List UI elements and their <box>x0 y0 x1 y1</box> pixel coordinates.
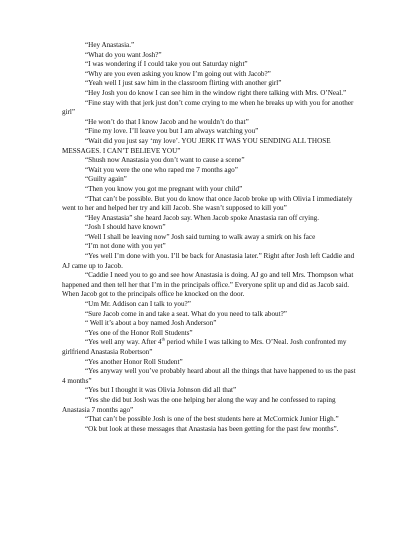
paragraph: “Wait you were the one who raped me 7 months ago” <box>85 165 238 174</box>
paragraph-with-superscript <box>62 338 358 357</box>
paragraph: “I’m not done with you yet” <box>85 242 166 251</box>
paragraph: “Yes but I thought it was Olivia Johnson did all that” <box>85 386 237 395</box>
paragraph: “Yeah well I just saw him in the classroom flirting with another girl” <box>85 79 282 88</box>
paragraph: “Fine my love. I’ll leave you but I am always watching you” <box>85 127 259 136</box>
ordinal-superscript: th <box>161 337 166 343</box>
paragraph: “Then you know you got me pregnant with your child” <box>85 184 243 193</box>
paragraph: “Um Mr. Addison can I talk to you?” <box>85 300 191 309</box>
paragraph: “Yes anyway well you’ve probably heard about all the things that have happened to us the past 4 months” <box>62 367 356 385</box>
paragraph-text-continued: period while I was talking to Mrs. O’Neal. Josh confronted my girlfriend Anastasia Robertson” <box>62 338 347 356</box>
paragraph: “Hey Josh you do know I can see him in the window right there talking with Mrs. O’Neal.” <box>85 88 347 97</box>
paragraph: “Yes she did but Josh was the one helping her along the way and he confessed to raping Anastasia 7 months ago” <box>62 395 336 414</box>
paragraph-text: “Yes well any way. After 4 <box>85 338 162 347</box>
paragraph: “Shush now Anastasia you don’t want to cause a scene” <box>85 156 245 165</box>
paragraph: “Why are you even asking you know I’m going out with Jacob?” <box>85 69 271 78</box>
paragraph: “Sure Jacob come in and take a seat. What do you need to talk about?” <box>85 309 287 318</box>
paragraph: “I was wondering if I could take you out Saturday night” <box>85 60 248 69</box>
paragraph: “ Well it’s about a boy named Josh Anderson” <box>85 319 217 328</box>
paragraph: “Ok but look at these messages that Anastasia has been getting for the past few months”. <box>85 424 339 433</box>
paragraph: “Guilty again” <box>85 175 127 184</box>
paragraph: “Yes another Honor Roll Student” <box>85 357 183 366</box>
paragraph: “Wait did you just say ‘my love’. YOU JERK IT WAS YOU SENDING ALL THOSE MESSAGES. I CAN’T BELIEVE YOU” <box>62 136 331 155</box>
paragraph: “Hey Anastasia” she heard Jacob say. When Jacob spoke Anastasia ran off crying. <box>85 213 320 222</box>
paragraph: “Caddie I need you to go and see how Anastasia is doing. AJ go and tell Mrs. Thompson what happened and then tell her that I’m in the principals office.” Everyone split up and did as Jacob said. When Jacob got to the principals office he knocked on the door. <box>62 271 354 299</box>
paragraph: “That can’t be possible. But you do know that once Jacob broke up with Olivia I immediately went to her and helped her try and kill Jacob. She wasn’t supposed to kill you” <box>62 194 353 213</box>
paragraph: “Hey Anastasia.” <box>85 41 135 49</box>
paragraph: “Yes one of the Honor Roll Students” <box>85 328 193 337</box>
paragraph: “Yes well I’m done with you. I’ll be back for Anastasia later.” Right after Josh left Caddie and AJ came up to Jacob. <box>62 252 355 270</box>
paragraph: “What do you want Josh?” <box>85 50 162 59</box>
paragraph: “Well I shall be leaving now” Josh said turning to walk away a smirk on his face <box>85 232 316 241</box>
paragraph: “He won’t do that I know Jacob and he wouldn’t do that” <box>85 117 249 126</box>
paragraph: “That can’t be possible Josh is one of the best students here at McCormick Junior High.” <box>85 415 339 424</box>
paragraph: “Fine stay with that jerk just don’t come crying to me when he breaks up with you for another girl” <box>62 98 354 117</box>
paragraph: “Josh I should have known” <box>85 223 166 232</box>
